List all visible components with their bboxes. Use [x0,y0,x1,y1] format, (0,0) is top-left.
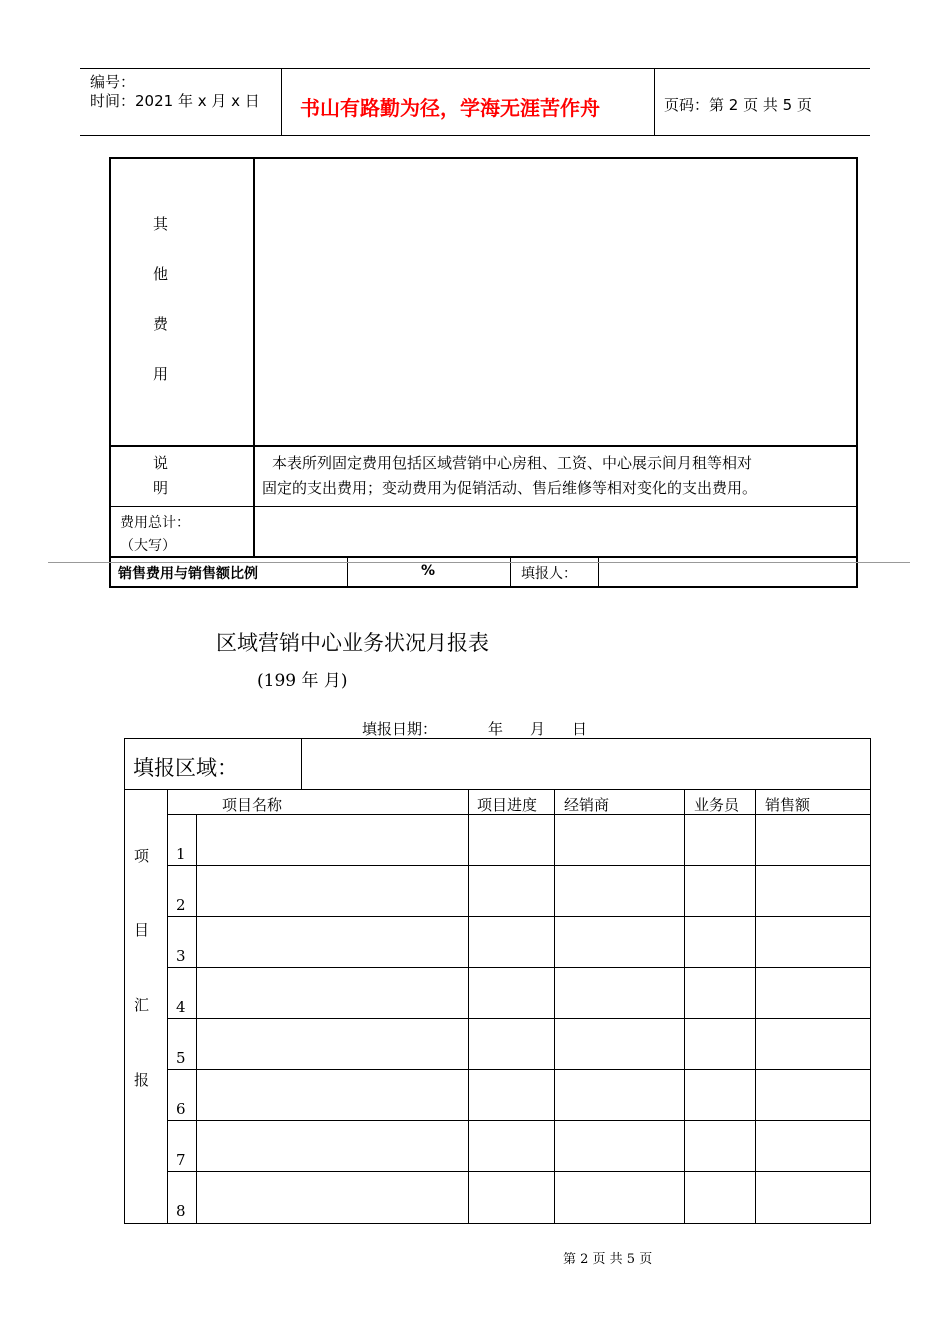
column-divider [755,789,756,1224]
row-number: 6 [176,1100,186,1118]
table-rule [109,506,858,507]
note-text: 本表所列固定费用包括区域营销中心房租、工资、中心展示间月租等相对 [272,454,753,472]
region-input-cell[interactable] [303,740,869,788]
row-rule [167,916,871,917]
column-divider [684,789,685,1224]
fill-date-day: 日 [572,720,588,738]
other-expenses-char: 其 [153,215,169,233]
other-expenses-char: 费 [153,315,169,333]
row-number: 8 [176,1202,186,1220]
page-code-label: 页码：第 2 页 共 5 页 [664,96,812,114]
report-period: (199 年 月) [257,671,348,691]
column-header-salesperson: 业务员 [694,796,740,814]
row-rule [167,1120,871,1121]
column-header-dealer: 经销商 [564,796,610,814]
row-number-divider [196,814,197,1224]
header-divider-left [281,68,282,135]
other-expenses-char: 他 [153,265,169,283]
table-border-left [109,157,111,587]
sales-expense-ratio-label: 销售费用与销售额比例 [118,566,258,582]
region-divider [301,738,302,789]
report-border-right [870,738,871,1224]
row-number: 7 [176,1151,186,1169]
fill-date-month: 月 [530,720,546,738]
row-rule [167,1171,871,1172]
row-number: 5 [176,1049,186,1067]
other-expenses-char: 用 [153,365,169,383]
side-label-char: 目 [134,921,150,939]
fill-date-label: 填报日期： [362,720,438,738]
row-rule [167,1018,871,1019]
percent-sign: % [421,563,436,579]
row-rule [167,967,871,968]
side-label-char: 项 [134,847,150,865]
filler-name-cell[interactable] [600,559,854,585]
page-footer: 第 2 页 共 5 页 [563,1252,653,1267]
report-title: 区域营销中心业务状况月报表 [216,631,489,655]
filler-label: 填报人： [521,566,577,582]
row-rule [167,865,871,866]
side-label-char: 汇 [134,996,150,1014]
column-divider [554,789,555,1224]
table-border-bottom [109,586,858,588]
table-border-right [856,157,858,587]
column-header-progress: 项目进度 [477,796,538,814]
total-label: 费用总计： [120,515,190,531]
row-number: 3 [176,947,186,965]
column-divider [468,789,469,1224]
note-char: 明 [153,479,169,497]
region-row-bottom [124,789,871,790]
document-number-label: 编号： [90,73,136,91]
document-time-label: 时间：2021 年 x 月 x 日 [90,92,260,110]
report-border-top [124,738,871,739]
note-char: 说 [153,454,169,472]
report-border-left [124,738,125,1224]
side-label-char: 报 [134,1071,150,1089]
table-rule [109,556,858,558]
header-motto: 书山有路勤为径，学海无涯苦作舟 [300,96,600,120]
column-header-project-name: 项目名称 [222,796,283,814]
other-expenses-cell[interactable] [256,160,854,444]
total-label-sub: （大写） [120,538,176,554]
table-rule [109,445,858,447]
table-column-divider [253,157,255,557]
note-text: 固定的支出费用；变动费用为促销活动、售后维修等相对变化的支出费用。 [262,479,758,497]
table-border-top [109,157,858,159]
region-label: 填报区域： [133,756,238,780]
row-number: 2 [176,896,186,914]
row-number: 1 [176,845,186,863]
report-border-bottom [124,1223,871,1224]
header-divider-right [654,68,655,135]
fill-date-year: 年 [488,720,504,738]
column-header-sales-amount: 销售额 [765,796,811,814]
header-top-rule [80,68,870,69]
total-amount-cell[interactable] [256,508,854,555]
row-rule [167,1069,871,1070]
header-bottom-rule [80,135,870,136]
side-label-divider [167,789,168,1224]
row-number: 4 [176,998,186,1016]
